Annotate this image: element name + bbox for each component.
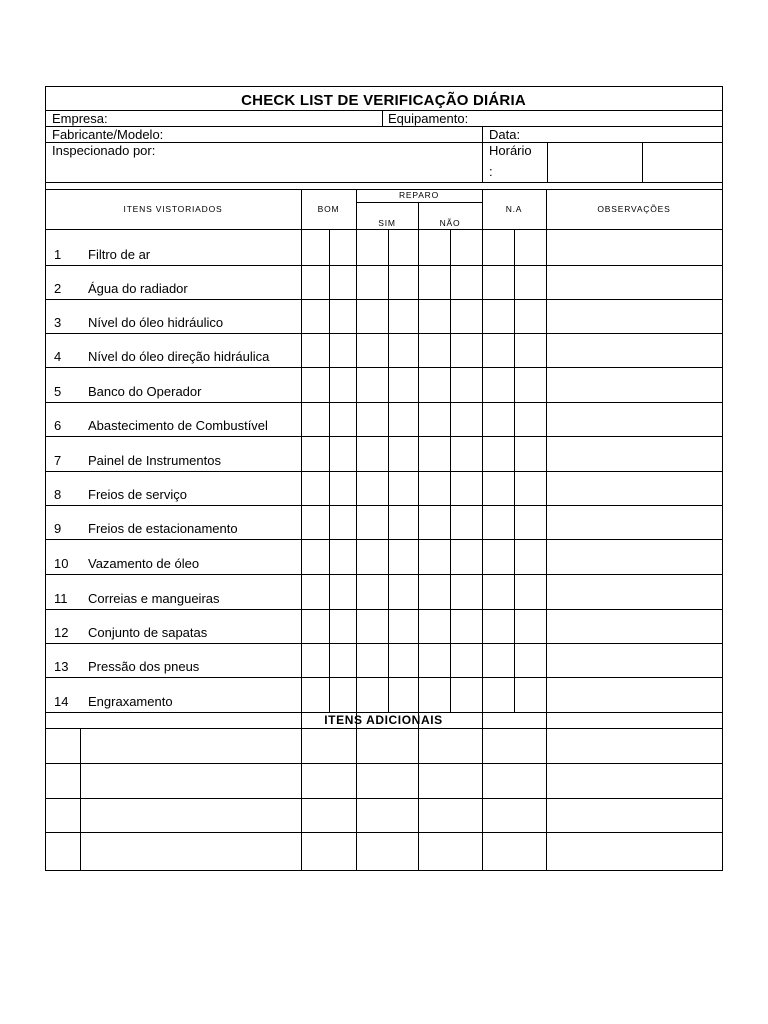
grid-line <box>450 229 451 713</box>
empresa-label: Empresa: <box>52 111 108 126</box>
item-number: 12 <box>54 625 69 640</box>
header-bom: BOM <box>317 204 340 214</box>
header-na: N.A <box>505 204 523 214</box>
item-number: 4 <box>54 349 62 364</box>
grid-line <box>45 402 723 403</box>
item-number: 5 <box>54 384 62 399</box>
header-reparo: REPARO <box>398 190 440 200</box>
grid-line <box>45 471 723 472</box>
grid-line <box>80 728 81 871</box>
grid-line <box>546 189 547 871</box>
item-number: 10 <box>54 556 69 571</box>
grid-line <box>329 229 330 713</box>
grid-line <box>642 142 643 183</box>
item-label: Freios de serviço <box>88 487 187 502</box>
grid-line <box>45 265 723 266</box>
grid-line <box>547 142 548 183</box>
header-sim: SIM <box>378 218 396 228</box>
grid-line <box>45 110 723 111</box>
grid-line <box>45 86 46 871</box>
item-label: Água do radiador <box>88 281 188 296</box>
grid-line <box>356 189 357 871</box>
header-itens-vistoriados: ITENS VISTORIADOS <box>123 204 223 214</box>
item-number: 13 <box>54 659 69 674</box>
item-number: 14 <box>54 694 69 709</box>
grid-line <box>722 86 723 871</box>
item-label: Nível do óleo hidráulico <box>88 315 224 330</box>
item-number: 2 <box>54 281 62 296</box>
grid-line <box>45 677 723 678</box>
item-label: Abastecimento de Combustível <box>88 418 268 433</box>
grid-line <box>45 333 723 334</box>
inspecionado-label: Inspecionado por: <box>52 143 156 158</box>
grid-line <box>45 609 723 610</box>
header-observacoes: OBSERVAÇÕES <box>597 204 671 214</box>
grid-line <box>45 189 723 190</box>
grid-line <box>45 574 723 575</box>
grid-line <box>45 870 723 871</box>
item-label: Pressão dos pneus <box>88 659 200 674</box>
grid-line <box>45 643 723 644</box>
grid-line <box>382 110 383 127</box>
item-label: Painel de Instrumentos <box>88 453 221 468</box>
grid-line <box>45 505 723 506</box>
item-number: 6 <box>54 418 62 433</box>
item-number: 8 <box>54 487 62 502</box>
grid-line <box>45 539 723 540</box>
item-label: Filtro de ar <box>88 247 151 262</box>
grid-line <box>45 299 723 300</box>
fabricante-label: Fabricante/Modelo: <box>52 127 164 142</box>
grid-line <box>45 832 723 833</box>
grid-line <box>482 189 483 871</box>
grid-line <box>45 367 723 368</box>
form-title: CHECK LIST DE VERIFICAÇÃO DIÁRIA <box>241 92 526 109</box>
grid-line <box>45 229 723 230</box>
grid-line <box>356 202 483 203</box>
grid-line <box>45 728 723 729</box>
grid-line <box>482 126 483 183</box>
grid-line <box>301 189 302 729</box>
equipamento-label: Equipamento: <box>388 111 469 126</box>
grid-line <box>45 763 723 764</box>
data-label: Data: <box>489 127 521 142</box>
horario-label: Horário <box>489 143 532 158</box>
grid-line <box>514 229 515 713</box>
grid-line <box>45 436 723 437</box>
item-label: Vazamento de óleo <box>88 556 200 571</box>
item-label: Engraxamento <box>88 694 173 709</box>
grid-line <box>418 202 419 871</box>
grid-line <box>45 798 723 799</box>
item-number: 3 <box>54 315 62 330</box>
item-label: Freios de estacionamento <box>88 521 238 536</box>
item-number: 9 <box>54 521 62 536</box>
item-label: Conjunto de sapatas <box>88 625 208 640</box>
grid-line <box>388 229 389 713</box>
item-label: Nível do óleo direção hidráulica <box>88 349 270 364</box>
checklist-form <box>45 86 722 871</box>
grid-line <box>45 182 723 183</box>
item-label: Correias e mangueiras <box>88 591 220 606</box>
grid-line <box>45 86 723 87</box>
grid-line <box>301 728 302 871</box>
item-number: 7 <box>54 453 62 468</box>
horario-colon: : <box>489 164 493 179</box>
header-nao: NÃO <box>439 218 461 228</box>
item-label: Banco do Operador <box>88 384 202 399</box>
additional-items-title: ITENS ADICIONAIS <box>324 713 443 727</box>
item-number: 1 <box>54 247 62 262</box>
item-number: 11 <box>54 591 68 606</box>
